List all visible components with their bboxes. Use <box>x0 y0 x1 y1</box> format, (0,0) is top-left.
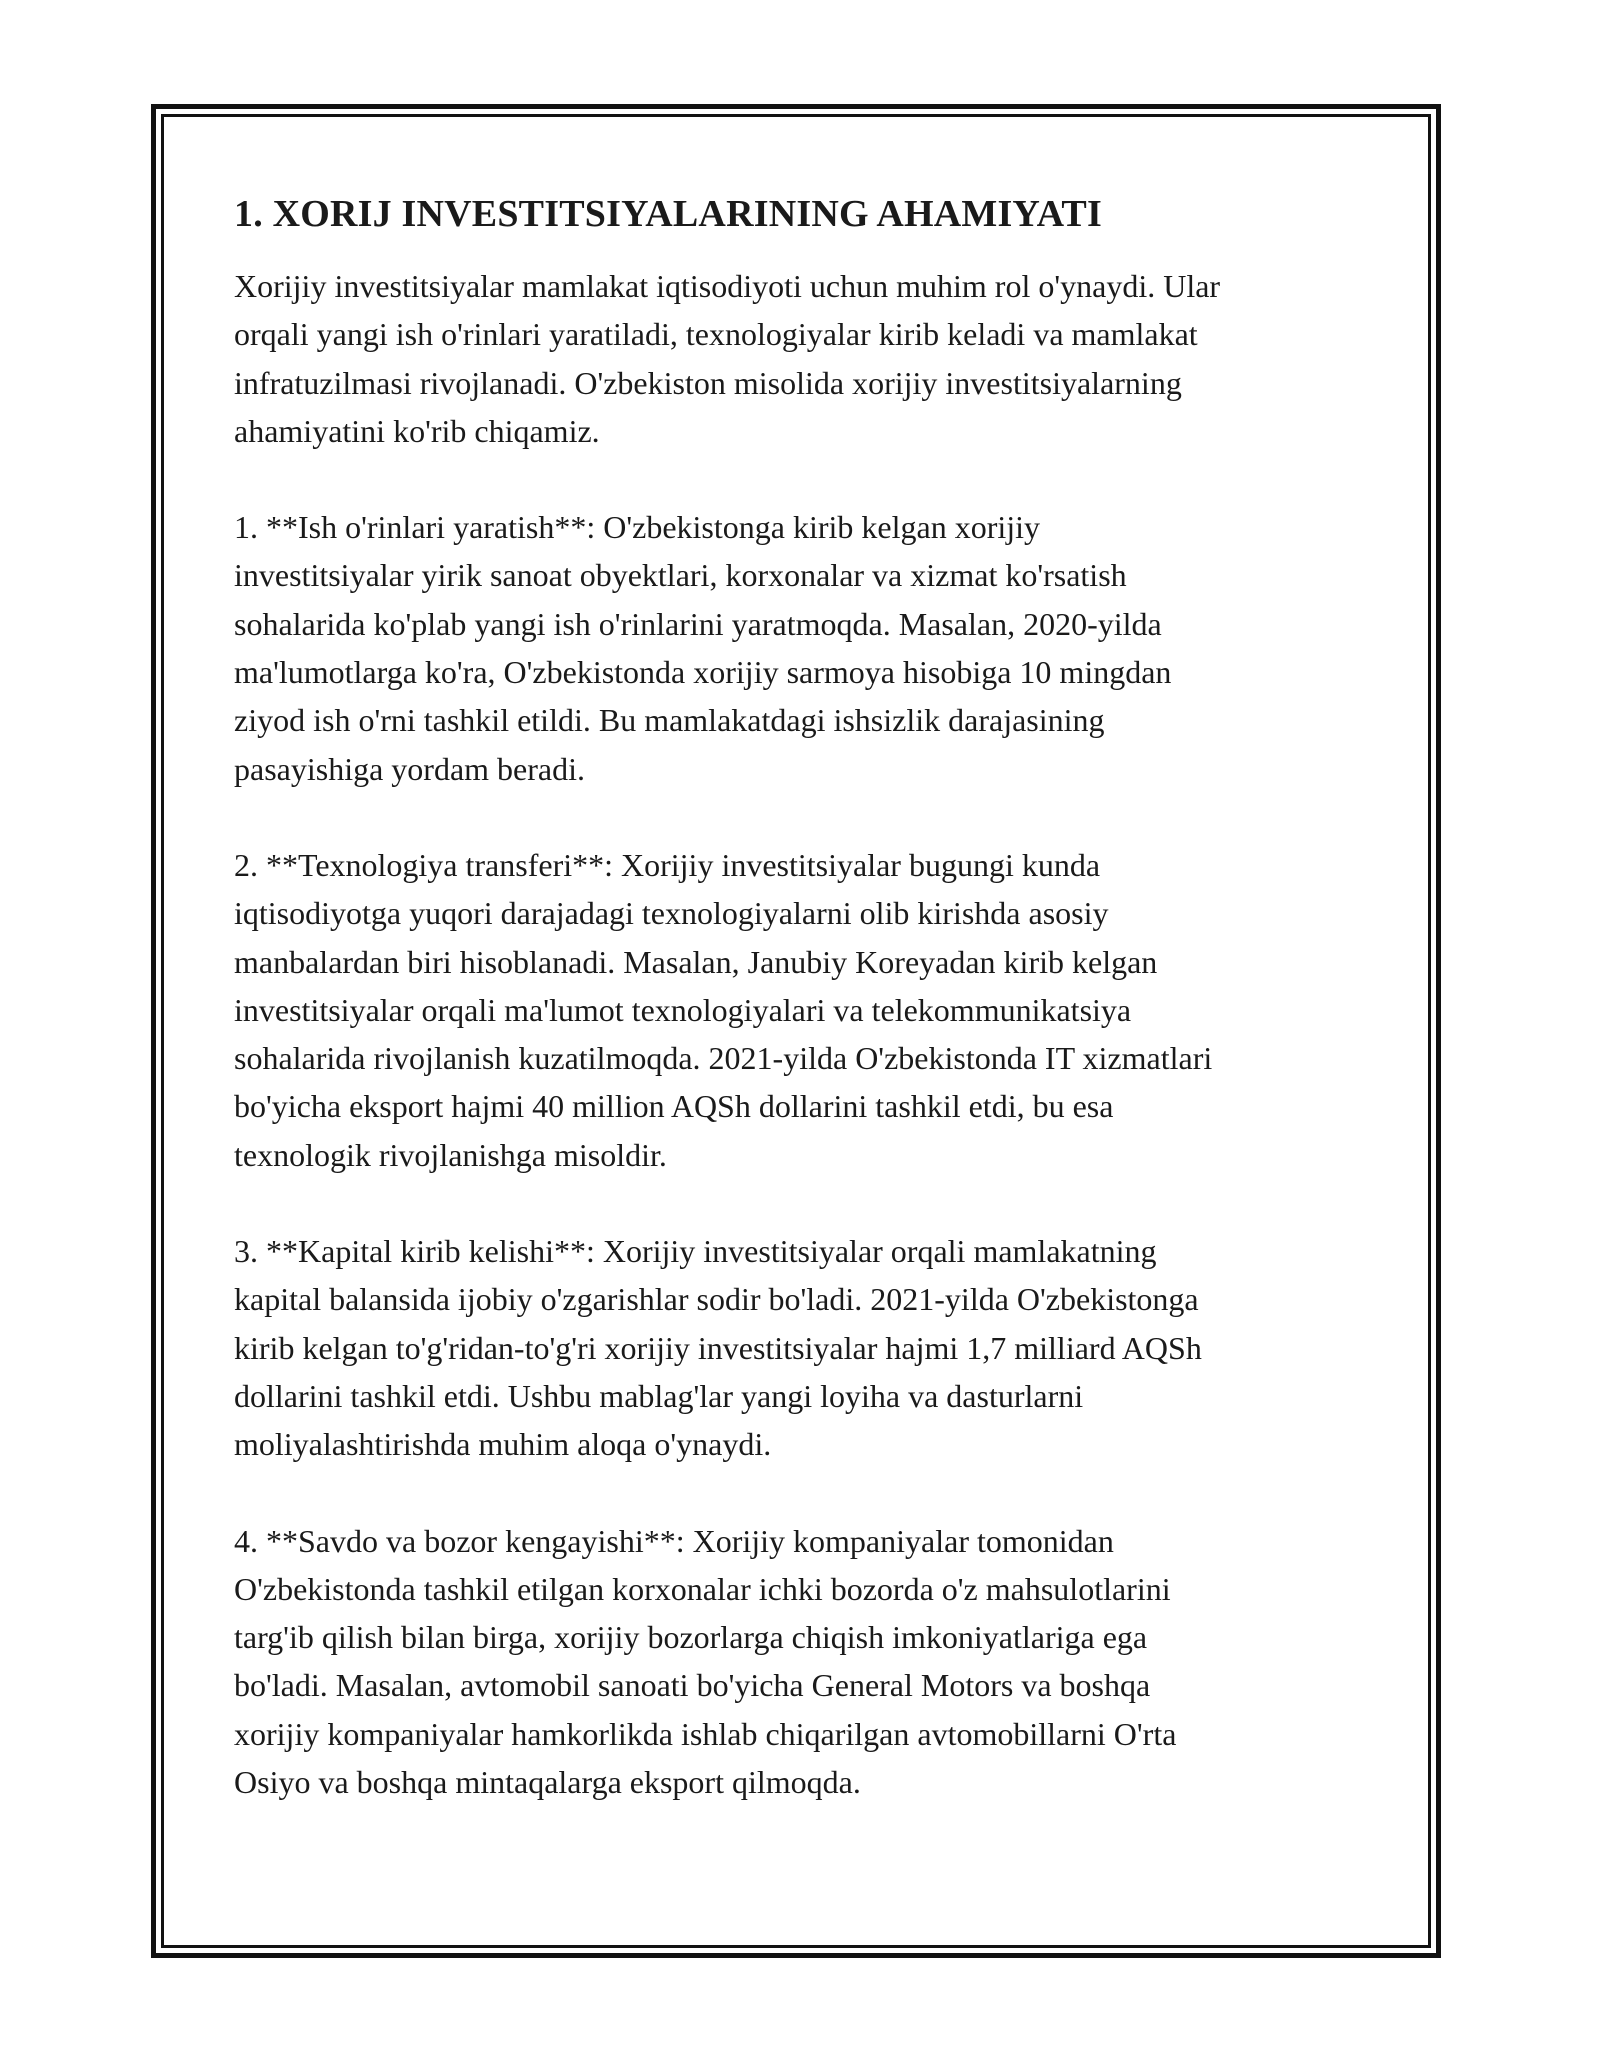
point-3-paragraph: 3. **Kapital kirib kelishi**: Xorijiy investitsiyalar orqali mamlakatning kapital balansida ijobiy o'zgarishlar sodir bo'ladi. 2021-yilda O'zbekistonga kirib kelgan to'g'ridan-to'g'ri xorijiy investitsiyalar hajmi 1,7 milliard AQSh dollarini tashkil etdi. Ushbu mablag'lar yangi loyiha va dasturlarni moliyalashtirishda muhim aloqa o'ynaydi. <box>234 1233 1202 1463</box>
point-4-paragraph: 4. **Savdo va bozor kengayishi**: Xorijiy kompaniyalar tomonidan O'zbekistonda tashkil etilgan korxonalar ichki bozorda o'z mahsulotlarini targ'ib qilish bilan birga, xorijiy bozorlarga chiqish imkoniyatlariga ega bo'ladi. Masalan, avtomobil sanoati bo'yicha General Motors va boshqa xorijiy kompaniyalar hamkorlikda ishlab chiqarilgan avtomobillarni O'rta Osiyo va boshqa mintaqalarga eksport qilmoqda. <box>234 1522 1177 1801</box>
point-1-paragraph: 1. **Ish o'rinlari yaratish**: O'zbekistonga kirib kelgan xorijiy investitsiyalar yirik sanoat obyektlari, korxonalar va xizmat ko'rsatish sohalarida ko'plab yangi ish o'rinlarini yaratmoqda. Masalan, 2020-yilda ma'lumotlarga ko'ra, O'zbekistonda xorijiy sarmoya hisobiga 10 mingdan ziyod ish o'rni tashkil etildi. Bu mamlakatdagi ishsizlik darajasining pasayishiga yordam beradi. <box>234 509 1172 787</box>
section-title: 1. XORIJ INVESTITSIYALARINING AHAMIYATI <box>234 193 1102 235</box>
point-2-paragraph: 2. **Texnologiya transferi**: Xorijiy investitsiyalar bugungi kunda iqtisodiyotga yuqori darajadagi texnologiyalarni olib kirishda asosiy manbalardan biri hisoblanadi. Masalan, Janubiy Koreyadan kirib kelgan investitsiyalar orqali ma'lumot texnologiyalari va telekommunikatsiya sohalarida rivojlanish kuzatilmoqda. 2021-yilda O'zbekistonda IT xizmatlari bo'yicha eksport hajmi 40 million AQSh dollarini tashkil etdi, bu esa texnologik rivojlanishga misoldir. <box>234 846 1213 1173</box>
intro-paragraph: Xorijiy investitsiyalar mamlakat iqtisodiyoti uchun muhim rol o'ynaydi. Ular orqali yangi ish o'rinlari yaratiladi, texnologiyalar kirib keladi va mamlakat infratuzilmasi rivojlanadi. O'zbekiston misolida xorijiy investitsiyalarning ahamiyatini ko'rib chiqamiz. <box>234 268 1221 449</box>
document-body <box>234 188 1374 1854</box>
